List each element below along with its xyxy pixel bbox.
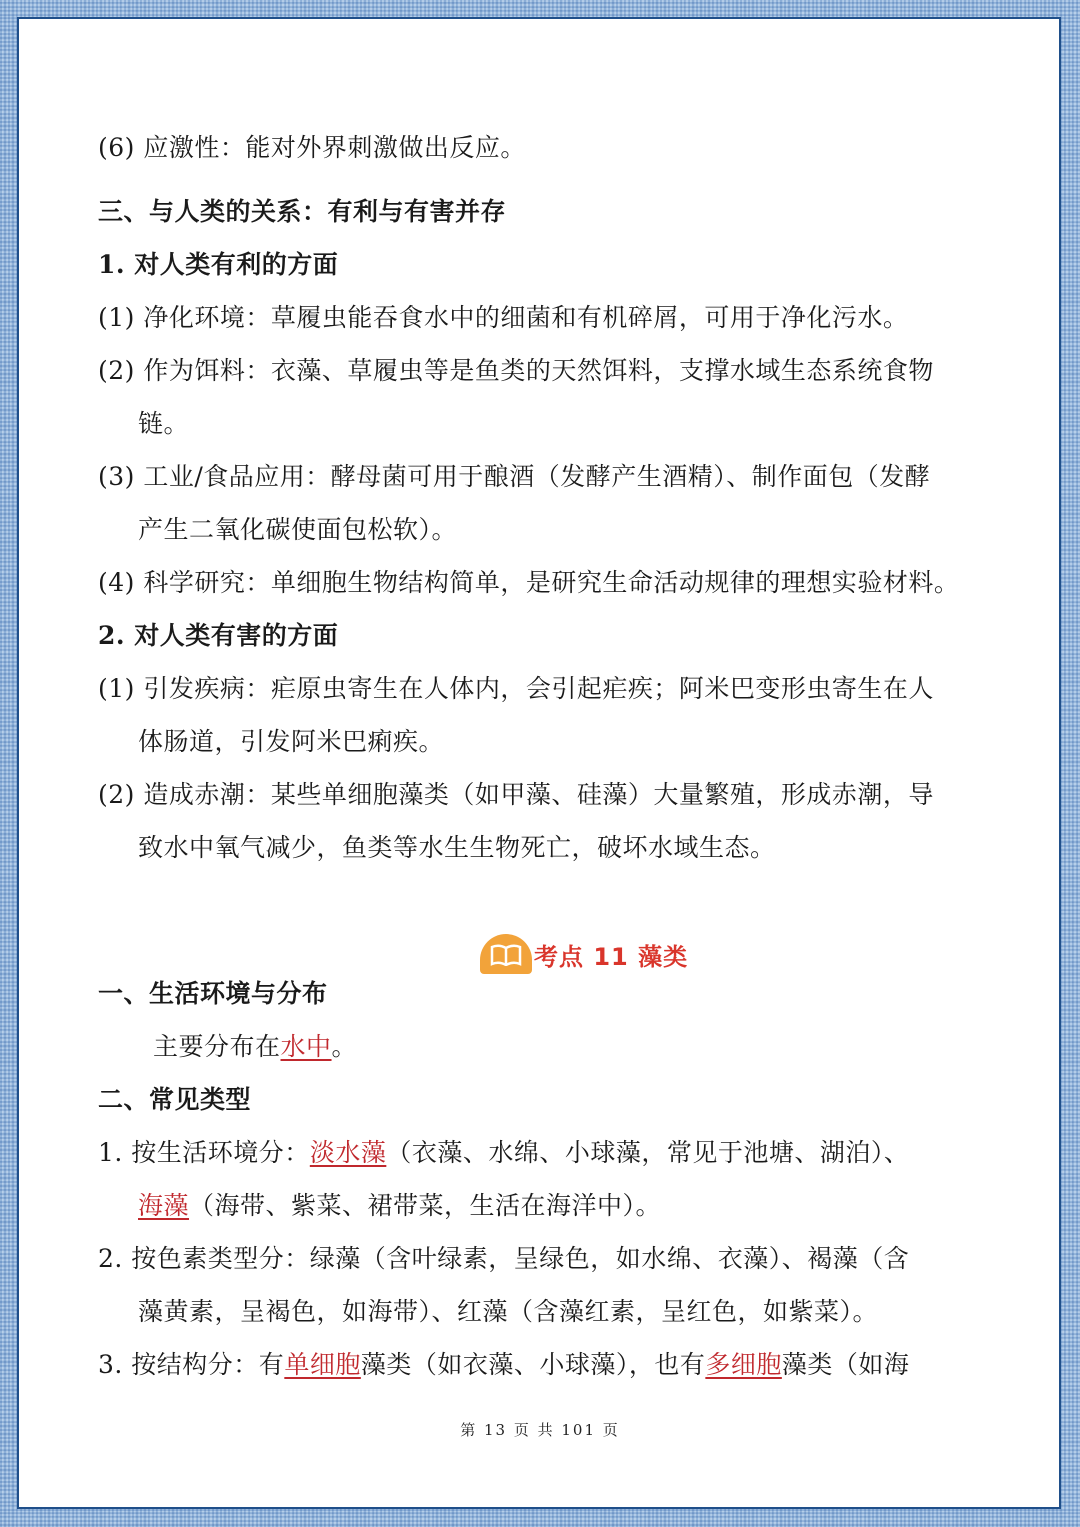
text-line: 产生二氧化碳使面包松软）。	[138, 515, 458, 544]
section-heading: 二、常见类型	[98, 1085, 252, 1114]
text-line: 致水中氧气减少，鱼类等水生生物死亡，破坏水域生态。	[138, 833, 776, 862]
text-line: 海藻（海带、紫菜、裙带菜，生活在海洋中）。	[138, 1191, 662, 1220]
document-page	[17, 17, 1061, 1509]
text-line: 2. 按色素类型分：绿藻（含叶绿素，呈绿色，如水绵、衣藻）、褐藻（含	[98, 1244, 910, 1273]
sub-heading: 2. 对人类有害的方面	[98, 621, 339, 650]
page-number-footer: 第 13 页 共 101 页	[460, 1421, 620, 1439]
text-line: (6) 应激性：能对外界刺激做出反应。	[98, 133, 526, 162]
text-line: 体肠道，引发阿米巴痢疾。	[138, 727, 445, 756]
text-line: 藻黄素，呈褐色，如海带）、红藻（含藻红素，呈红色，如紫菜）。	[138, 1297, 879, 1326]
text-line: (1) 净化环境：草履虫能吞食水中的细菌和有机碎屑，可用于净化污水。	[98, 303, 909, 332]
section-heading: 一、生活环境与分布	[98, 979, 328, 1008]
answer-highlight: 单细胞	[284, 1350, 361, 1379]
answer-highlight: 多细胞	[705, 1350, 782, 1379]
book-icon	[480, 934, 532, 974]
text-line: (4) 科学研究：单细胞生物结构简单，是研究生命活动规律的理想实验材料。	[98, 568, 960, 597]
text-line: (2) 造成赤潮：某些单细胞藻类（如甲藻、硅藻）大量繁殖，形成赤潮，导	[98, 780, 934, 809]
topic-banner	[480, 934, 688, 974]
section-heading: 三、与人类的关系：有利与有害并存	[98, 197, 507, 226]
topic-title: 考点 11 藻类	[534, 942, 689, 971]
text-line: 主要分布在水中。	[153, 1032, 358, 1061]
text-line: 1. 按生活环境分：淡水藻（衣藻、水绵、小球藻，常见于池塘、湖泊）、	[98, 1138, 910, 1167]
text-line: (2) 作为饵料：衣藻、草履虫等是鱼类的天然饵料，支撑水域生态系统食物	[98, 356, 934, 385]
text-line: 3. 按结构分：有单细胞藻类（如衣藻、小球藻），也有多细胞藻类（如海	[98, 1350, 910, 1379]
text-line: 链。	[138, 409, 190, 438]
answer-highlight: 淡水藻	[309, 1138, 387, 1167]
sub-heading: 1. 对人类有利的方面	[98, 250, 339, 279]
text-line: (1) 引发疾病：疟原虫寄生在人体内，会引起疟疾；阿米巴变形虫寄生在人	[98, 674, 934, 703]
answer-highlight: 海藻	[138, 1191, 190, 1220]
text-line: (3) 工业/食品应用：酵母菌可用于酿酒（发酵产生酒精）、制作面包（发酵	[98, 462, 931, 491]
answer-highlight: 水中	[280, 1032, 332, 1061]
